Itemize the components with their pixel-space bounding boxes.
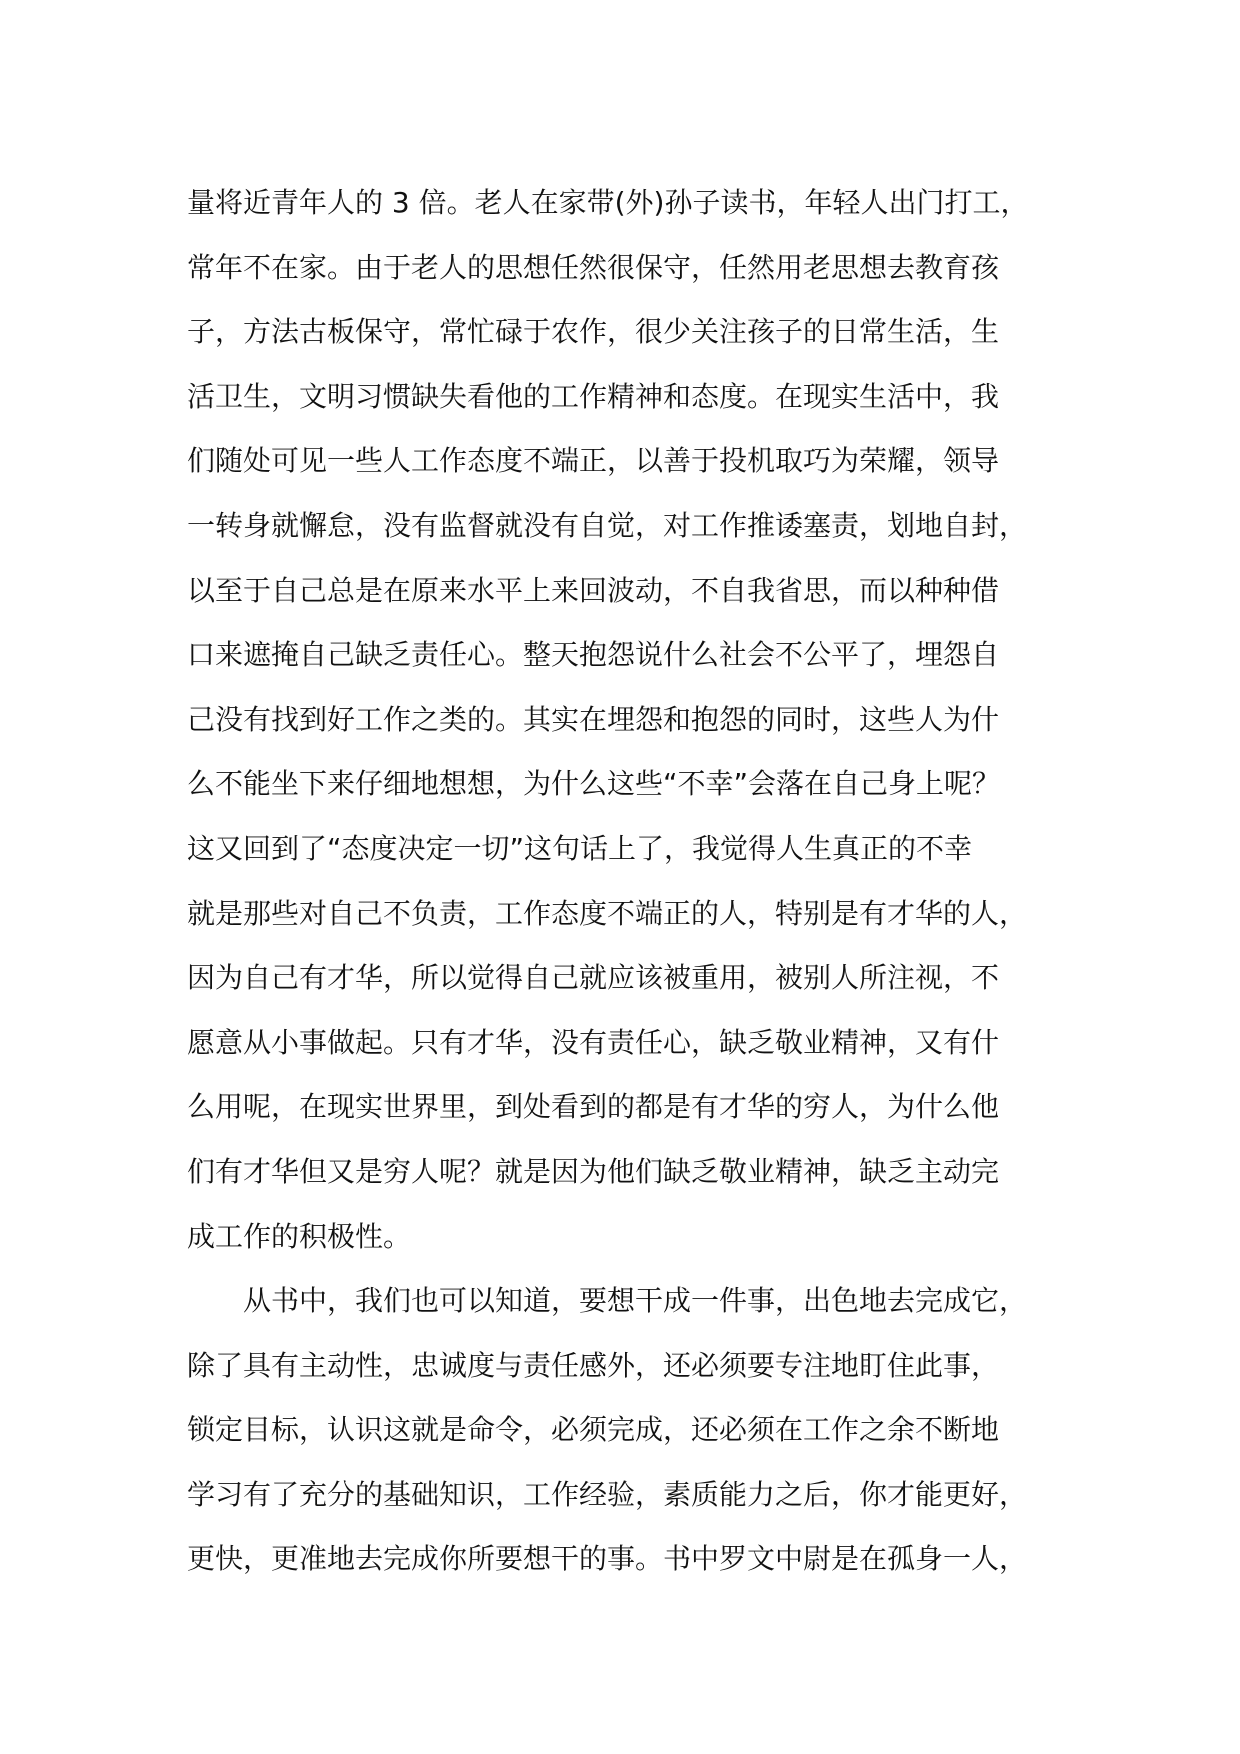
text-line: 们有才华但又是穷人呢？就是因为他们缺乏敬业精神，缺乏主动完 — [187, 1154, 1000, 1188]
text-line: 以至于自己总是在原来水平上来回波动，不自我省思，而以种种借 — [187, 573, 1000, 607]
text-line: 己没有找到好工作之类的。其实在埋怨和抱怨的同时，这些人为什 — [187, 702, 1000, 736]
text-line: 常年不在家。由于老人的思想任然很保守，任然用老思想去教育孩 — [187, 250, 1000, 284]
text-line: 愿意从小事做起。只有才华，没有责任心，缺乏敬业精神，又有什 — [187, 1025, 1000, 1059]
text-line: 学习有了充分的基础知识，工作经验，素质能力之后，你才能更好， — [187, 1477, 1028, 1511]
text-line: 因为自己有才华，所以觉得自己就应该被重用，被别人所注视，不 — [187, 961, 1000, 995]
text-line: 锁定目标，认识这就是命令，必须完成，还必须在工作之余不断地 — [187, 1413, 1000, 1447]
text-line: 子，方法古板保守，常忙碌于农作，很少关注孩子的日常生活，生 — [187, 315, 1000, 349]
text-line: 成工作的积极性。 — [187, 1219, 412, 1253]
text-line: 更快，更准地去完成你所要想干的事。书中罗文中尉是在孤身一人， — [187, 1542, 1028, 1576]
text-line: 们随处可见一些人工作态度不端正，以善于投机取巧为荣耀，领导 — [187, 444, 1000, 478]
text-line: 就是那些对自己不负责，工作态度不端正的人，特别是有才华的人， — [187, 896, 1028, 930]
text-line: 一转身就懈怠，没有监督就没有自觉，对工作推诿塞责，划地自封， — [187, 508, 1028, 542]
text-line: 除了具有主动性，忠诚度与责任感外，还必须要专注地盯住此事， — [187, 1348, 1000, 1382]
body-text — [187, 171, 1087, 1592]
text-line: 么不能坐下来仔细地想想，为什么这些“不幸”会落在自己身上呢？ — [187, 767, 1001, 801]
text-line: 量将近青年人的 3 倍。老人在家带(外)孙子读书，年轻人出门打工， — [187, 186, 1029, 219]
text-line: 么用呢，在现实世界里，到处看到的都是有才华的穷人，为什么他 — [187, 1090, 1000, 1124]
paragraph-start-line: 从书中，我们也可以知道，要想干成一件事，出色地去完成它， — [243, 1284, 1028, 1318]
text-line: 口来遮掩自己缺乏责任心。整天抱怨说什么社会不公平了，埋怨自 — [187, 638, 1000, 672]
text-line: 这又回到了“态度决定一切”这句话上了，我觉得人生真正的不幸 — [187, 831, 973, 865]
text-line: 活卫生，文明习惯缺失看他的工作精神和态度。在现实生活中，我 — [187, 379, 1000, 413]
